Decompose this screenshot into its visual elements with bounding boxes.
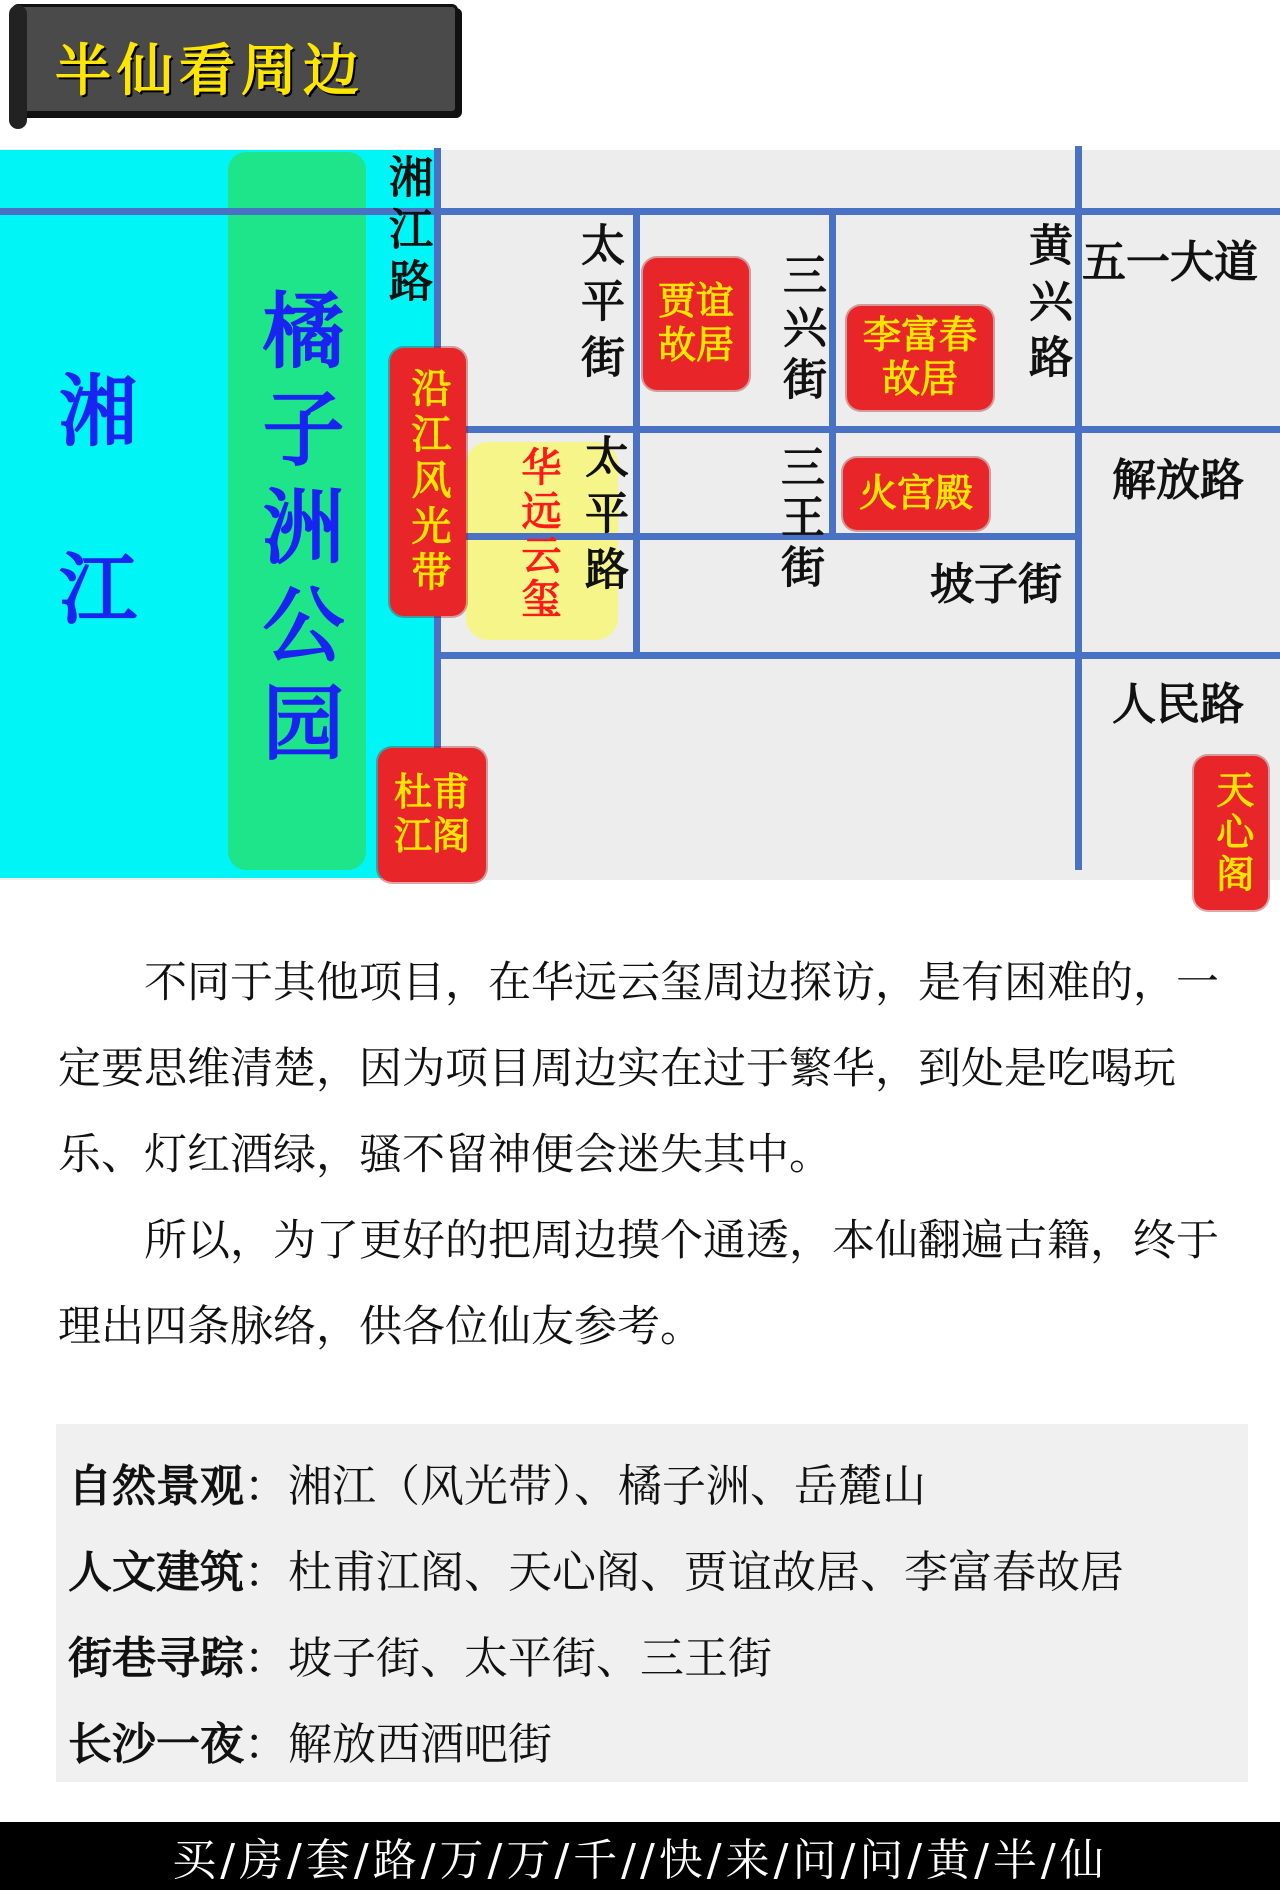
poi-jiayi[interactable]	[643, 258, 749, 390]
article-paragraph-1: 不同于其他项目，在华远云玺周边探访，是有困难的，一定要思维清楚，因为项目周边实在过于繁华，到处是吃喝玩乐、灯红酒绿，骚不留神便会迷失其中。	[58, 958, 1219, 1180]
road-taiping	[633, 210, 640, 654]
summary-row-label: 街巷寻踪	[68, 1633, 244, 1684]
road-wuyi	[0, 208, 1280, 215]
river-label: 湘江	[46, 370, 137, 726]
summary-row-value: ：解放西酒吧街	[244, 1719, 552, 1770]
summary-box	[56, 1424, 1248, 1782]
road-label-jiefang: 解放路	[1112, 455, 1244, 506]
summary-row-value: ：湘江（风光带）、橘子洲、岳麓山	[244, 1461, 926, 1512]
poi-huogongdian-label: 火宫殿	[858, 471, 973, 516]
road-huangxing	[1075, 146, 1082, 870]
poi-yanjiang[interactable]	[390, 348, 466, 616]
park-label: 橘子洲公园	[249, 288, 345, 778]
road-label-taiping-road: 太平路	[577, 434, 628, 602]
project-label: 华远云玺	[515, 446, 561, 622]
header-banner	[12, 4, 458, 114]
poi-tianxin-label: 天心阁	[1209, 770, 1254, 896]
road-label-sanwang: 三王街	[773, 444, 824, 594]
road-label-sanxing: 三兴街	[775, 252, 826, 408]
road-label-huangxing: 黄兴路	[1021, 222, 1072, 390]
footer-slogan: 买/房/套/路/万/万/千//快/来/问/问/黄/半/仙	[0, 1822, 1280, 1890]
road-label-renmin: 人民路	[1112, 679, 1244, 730]
summary-row-value: ：坡子街、太平街、三王街	[244, 1633, 772, 1684]
poi-huogongdian[interactable]	[843, 458, 989, 530]
article-paragraph-2: 所以，为了更好的把周边摸个通透，本仙翻遍古籍，终于理出四条脉络，供各位仙友参考。	[58, 1216, 1219, 1352]
summary-row-label: 长沙一夜	[68, 1719, 244, 1770]
poi-yanjiang-label: 沿江风光带	[405, 367, 451, 597]
summary-row	[68, 1708, 552, 1772]
summary-row	[68, 1536, 1124, 1600]
road-label-taiping-street: 太平街	[573, 222, 624, 390]
poi-lifuchun-label: 李富春故居	[862, 313, 977, 401]
poi-jiayi-label: 贾谊故居	[657, 279, 734, 367]
poi-tianxin[interactable]	[1194, 756, 1268, 910]
summary-row	[68, 1622, 772, 1686]
summary-row-label: 自然景观	[68, 1461, 244, 1512]
poi-lifuchun[interactable]	[847, 306, 993, 410]
scroll-curl	[9, 5, 27, 129]
page-title: 半仙看周边	[55, 38, 365, 104]
road-label-wuyi: 五一大道	[1082, 237, 1258, 288]
road-jiefang	[436, 426, 1280, 433]
poi-dufu[interactable]	[378, 748, 486, 882]
poi-dufu-label: 杜甫江阁	[393, 770, 470, 858]
road-sanxing	[829, 210, 836, 540]
summary-row	[68, 1450, 926, 1514]
road-renmin	[436, 652, 1280, 659]
summary-row-label: 人文建筑	[68, 1547, 244, 1598]
road-label-xiangjiang: 湘江路	[381, 154, 432, 310]
road-label-pozi: 坡子街	[930, 559, 1062, 610]
summary-row-value: ：杜甫江阁、天心阁、贾谊故居、李富春故居	[244, 1547, 1124, 1598]
